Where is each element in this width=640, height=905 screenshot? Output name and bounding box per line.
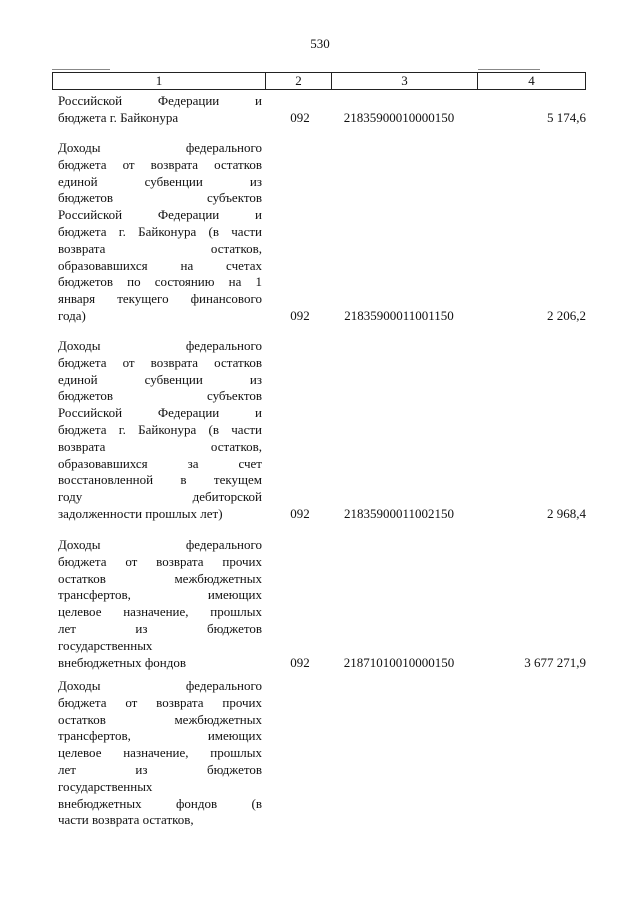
description-line: Российской Федерации и <box>58 93 262 108</box>
page-number: 530 <box>310 36 330 51</box>
description-line: трансфертов, имеющих <box>58 587 262 603</box>
table-header <box>52 72 586 90</box>
row-amount: 5 174,6 <box>547 109 586 125</box>
description-line: бюджетов субъектов <box>58 190 262 206</box>
row-description <box>58 678 262 829</box>
row-description <box>58 537 262 671</box>
header-col-4: 4 <box>477 73 585 89</box>
description-line: бюджета от возврата прочих <box>58 694 262 710</box>
description-line: возврата остатков, <box>58 240 262 256</box>
description-line: бюджета г. Байконура <box>58 109 179 125</box>
row-amount: 2 206,2 <box>547 308 586 323</box>
row-amount: 3 677 271,9 <box>524 654 586 670</box>
description-line: образовавшихся за счет <box>58 455 262 471</box>
description-line: государственных <box>58 637 153 653</box>
description-line: Доходы федерального <box>58 537 262 552</box>
description-line: лет из бюджетов <box>58 620 262 636</box>
description-line: бюджета от возврата остатков <box>58 156 262 172</box>
row-description <box>58 93 262 127</box>
row-budget-code: 21835900011001150 <box>344 308 454 323</box>
description-line: части возврата остатков, <box>58 812 194 828</box>
description-line: января текущего финансового <box>58 291 262 307</box>
description-line: Российской Федерации и <box>58 405 262 421</box>
description-line: восстановленной в текущем <box>58 472 262 488</box>
description-line: задолженности прошлых лет) <box>58 505 223 521</box>
description-line: бюджета г. Байконура (в части <box>58 223 262 239</box>
description-line: года) <box>58 307 86 323</box>
row-amount: 2 968,4 <box>547 506 586 521</box>
description-line: бюджетов субъектов <box>58 388 262 404</box>
row-budget-code: 21835900011002150 <box>343 506 455 521</box>
header-col-2: 2 <box>265 73 331 89</box>
header-tick-mark <box>478 69 540 70</box>
description-line: единой субвенции из <box>58 173 262 189</box>
description-line: образовавшихся на счетах <box>58 257 262 273</box>
row-description <box>58 338 262 523</box>
header-tick-mark <box>52 69 110 70</box>
row-admin-code: 092 <box>290 109 310 125</box>
description-line: бюджета от возврата остатков <box>58 354 262 370</box>
description-line: возврата остатков, <box>58 438 262 454</box>
description-line: единой субвенции из <box>58 371 262 387</box>
row-budget-code: 21871010010000150 <box>343 654 455 670</box>
header-col-1: 1 <box>155 73 163 88</box>
description-line: трансфертов, имеющих <box>58 728 262 744</box>
description-line: лет из бюджетов <box>58 761 262 777</box>
description-line: Доходы федерального <box>58 140 262 155</box>
description-line: бюджета г. Байконура (в части <box>58 421 262 437</box>
description-line: государственных <box>58 778 153 794</box>
description-line: внебюджетных фондов <box>58 654 186 670</box>
description-line: целевое назначение, прошлых <box>58 604 262 620</box>
row-admin-code: 092 <box>290 506 310 521</box>
header-col-3: 3 <box>331 73 477 89</box>
description-line: бюджета от возврата прочих <box>58 553 262 569</box>
description-line: целевое назначение, прошлых <box>58 745 262 761</box>
description-line: Российской Федерации и <box>58 207 262 223</box>
description-line: году дебиторской <box>58 489 262 505</box>
description-line: остатков межбюджетных <box>58 570 262 586</box>
description-line: бюджетов по состоянию на 1 <box>58 274 262 290</box>
row-admin-code: 092 <box>290 654 310 670</box>
row-description <box>58 140 262 325</box>
description-line: Доходы федерального <box>58 678 262 693</box>
row-admin-code: 092 <box>290 308 310 323</box>
row-budget-code: 21835900010000150 <box>343 109 455 125</box>
description-line: остатков межбюджетных <box>58 711 262 727</box>
description-line: внебюджетных фондов (в <box>58 795 262 811</box>
description-line: Доходы федерального <box>58 338 262 353</box>
